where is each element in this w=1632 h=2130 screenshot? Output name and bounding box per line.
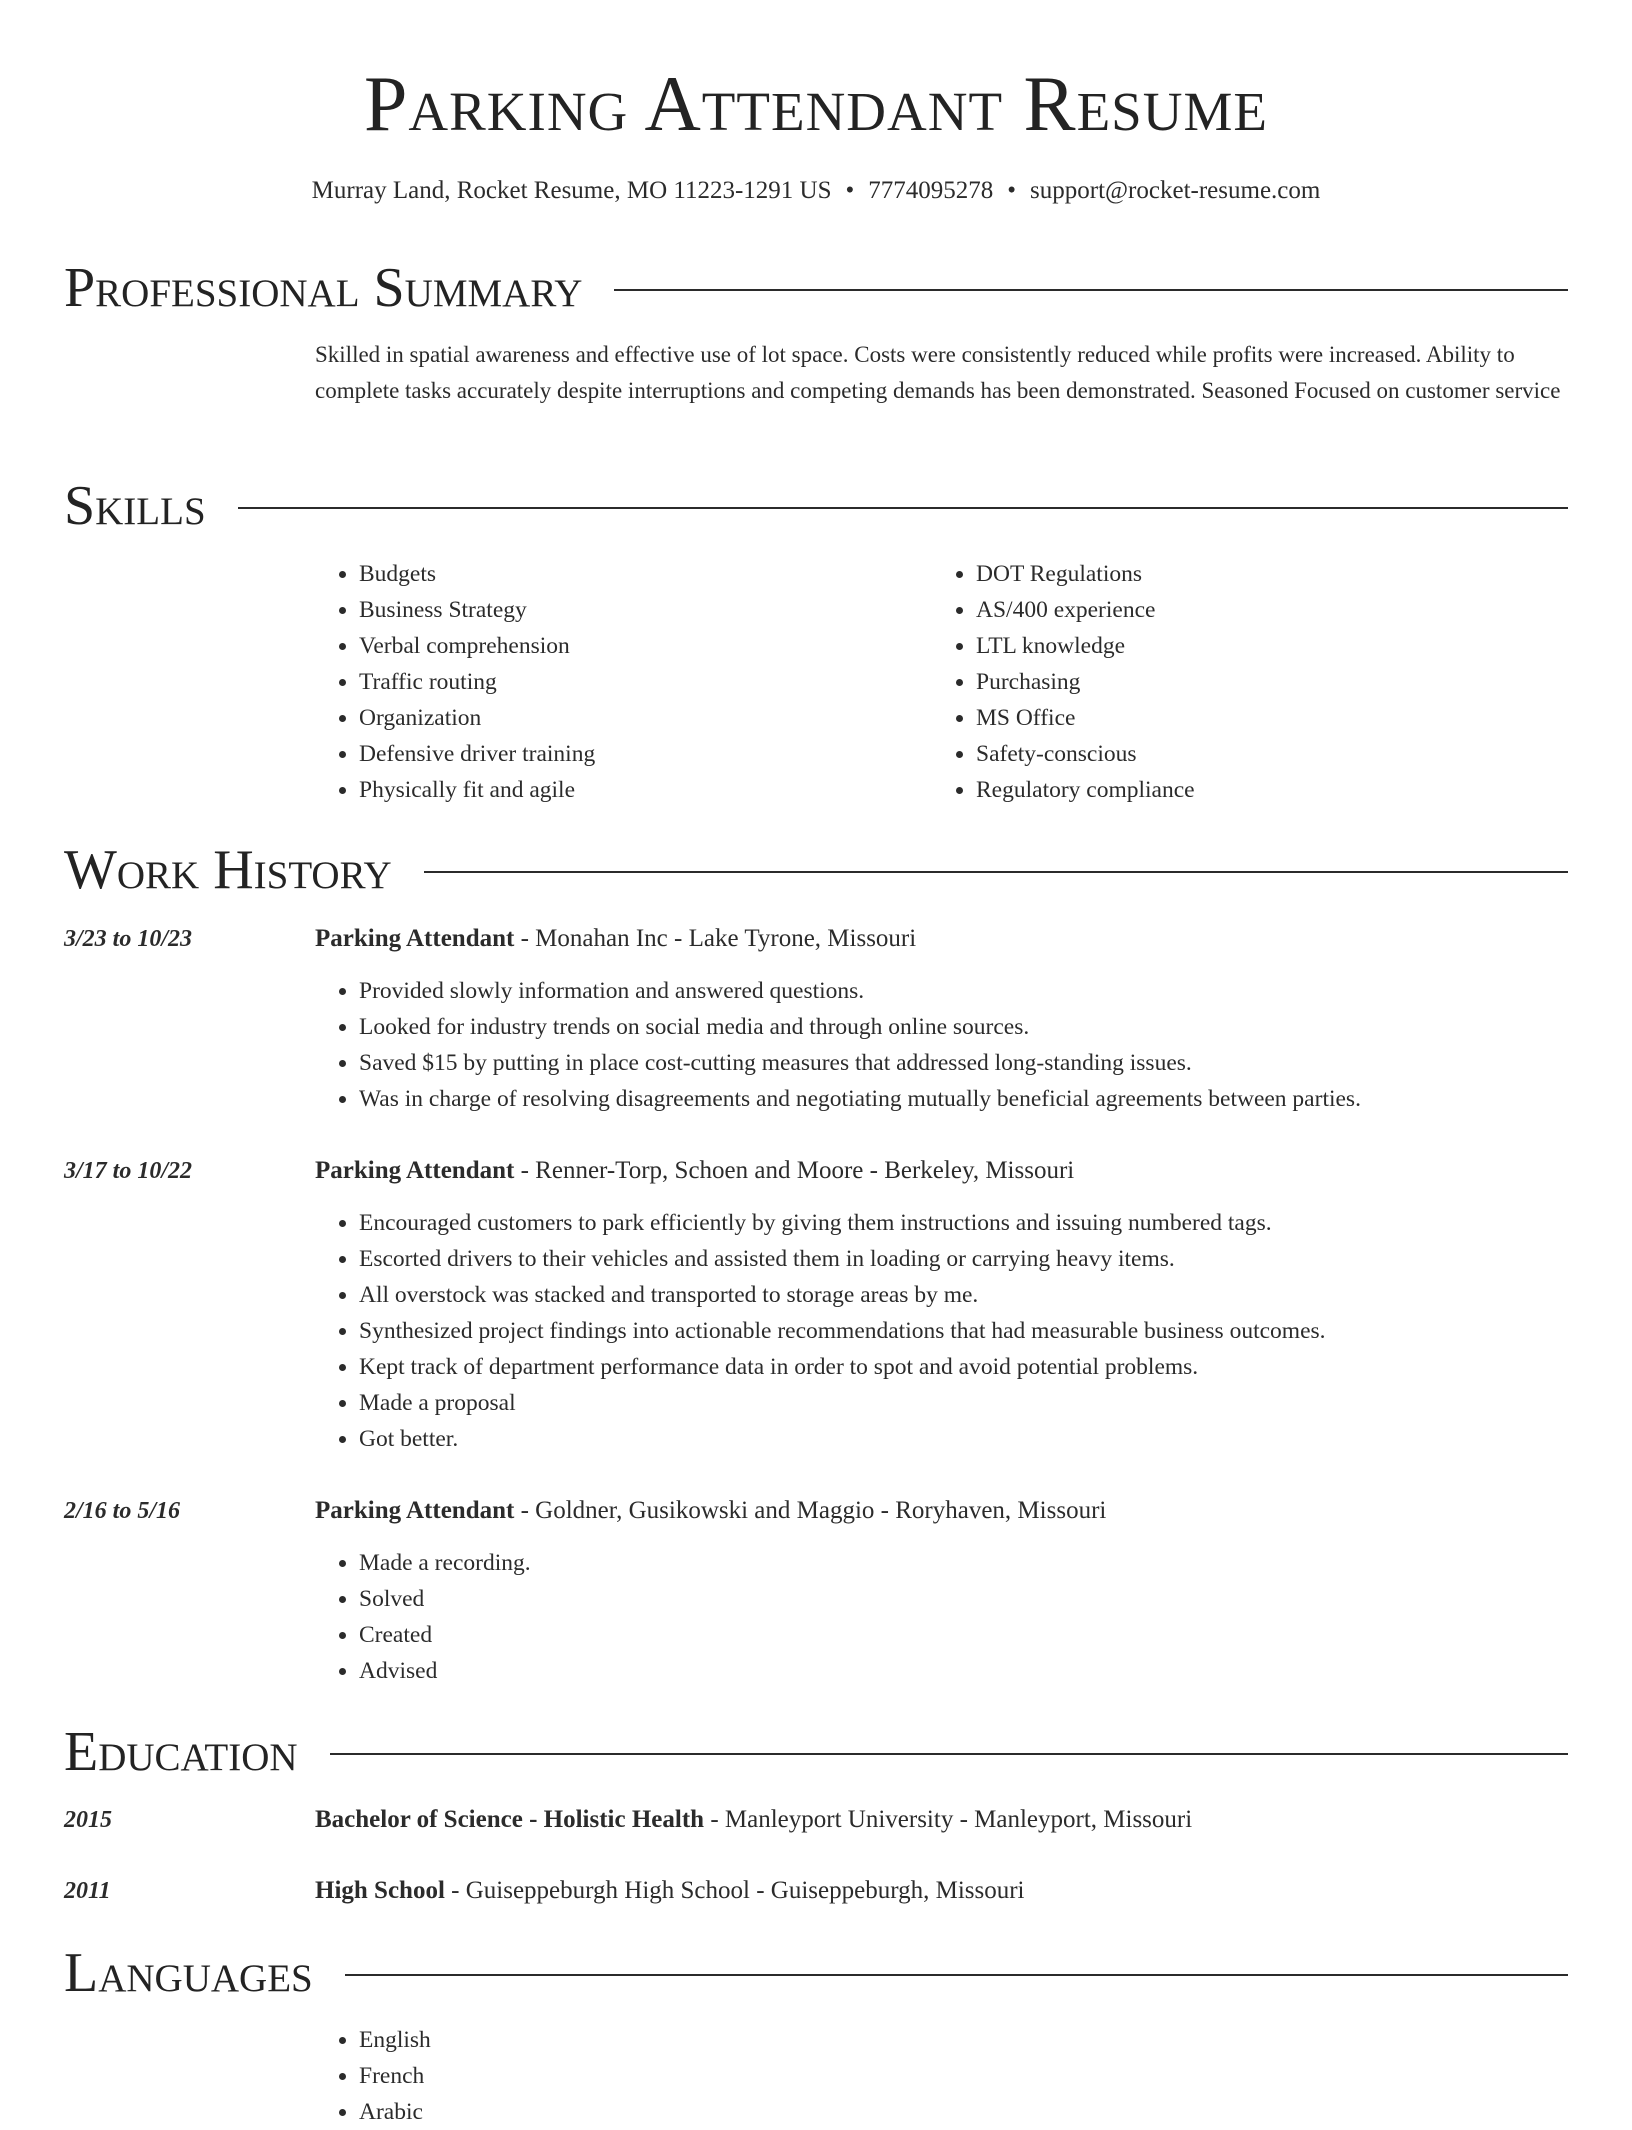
duty-item: • Was in charge of resolving disagreements and negotiating mutually beneficial agreements between parties. xyxy=(359,1081,1568,1117)
skills-list-left xyxy=(315,556,915,808)
languages-list xyxy=(315,2022,1568,2130)
education-year: 2011 xyxy=(64,1878,111,1904)
contact-phone: 7774095278 xyxy=(868,177,994,204)
duty-item: • Looked for industry trends on social media and through online sources. xyxy=(359,1009,1568,1045)
skill-item: • AS/400 experience xyxy=(976,592,1532,628)
contact-separator: • xyxy=(845,177,855,204)
skill-item: • Organization xyxy=(359,700,915,736)
languages-section-header xyxy=(64,1941,1568,2005)
duty-item: • Created xyxy=(359,1617,1568,1653)
work-history-section-header xyxy=(64,838,1568,902)
summary-section-header xyxy=(64,256,1568,320)
job-title: Parking Attendant xyxy=(315,1497,515,1524)
contact-address: Murray Land, Rocket Resume, MO 11223-1291 US xyxy=(311,177,832,204)
skill-item: • Business Strategy xyxy=(359,592,915,628)
job-employer: - Goldner, Gusikowski and Maggio - Roryhaven, Missouri xyxy=(514,1497,1107,1524)
contact-line xyxy=(0,173,1632,209)
job-employer: - Monahan Inc - Lake Tyrone, Missouri xyxy=(514,925,917,952)
skills-section-header xyxy=(64,474,1568,538)
duty-item: • Made a proposal xyxy=(359,1385,1568,1421)
education-heading: Education xyxy=(64,1721,298,1783)
skill-item: • Purchasing xyxy=(976,664,1532,700)
job-duties xyxy=(315,973,1568,1117)
skill-item: • Verbal comprehension xyxy=(359,628,915,664)
job-title: Parking Attendant xyxy=(315,925,515,952)
section-divider xyxy=(614,289,1568,291)
duty-item: • Synthesized project findings into actionable recommendations that had measurable business outcomes. xyxy=(359,1313,1568,1349)
skill-item: • LTL knowledge xyxy=(976,628,1532,664)
summary-heading: Professional Summary xyxy=(64,257,583,319)
job-duties xyxy=(315,1545,1568,1689)
skill-item: • MS Office xyxy=(976,700,1532,736)
education-year: 2015 xyxy=(64,1807,112,1833)
skill-item: • Physically fit and agile xyxy=(359,772,915,808)
summary-text: Skilled in spatial awareness and effective use of lot space. Costs were consistently reduced while profits were increased. Ability to complete tasks accurately despite interruptions and competing demands has been demonstrated. Seasoned Focused on customer service xyxy=(315,342,1561,403)
language-item: • Arabic xyxy=(359,2094,1568,2130)
skills-list-right xyxy=(932,556,1532,808)
skill-item: • Defensive driver training xyxy=(359,736,915,772)
duty-item: • Advised xyxy=(359,1653,1568,1689)
job-heading xyxy=(315,1153,1568,1189)
work-history-heading: Work History xyxy=(64,839,392,901)
duty-item: • Kept track of department performance data in order to spot and avoid potential problems. xyxy=(359,1349,1568,1385)
section-divider xyxy=(238,507,1568,509)
duty-item: • Encouraged customers to park efficiently by giving them instructions and issuing numbered tags. xyxy=(359,1205,1568,1241)
duty-item: • Provided slowly information and answered questions. xyxy=(359,973,1568,1009)
job-dates: 3/17 to 10/22 xyxy=(64,1158,193,1184)
duty-item: • Saved $15 by putting in place cost-cutting measures that addressed long-standing issues. xyxy=(359,1045,1568,1081)
job-heading xyxy=(315,921,1568,957)
section-divider xyxy=(345,1974,1568,1976)
language-item: • French xyxy=(359,2058,1568,2094)
job-dates: 2/16 to 5/16 xyxy=(64,1498,181,1524)
job-employer: - Renner-Torp, Schoen and Moore - Berkeley, Missouri xyxy=(514,1157,1075,1184)
resume-title: Parking Attendant Resume xyxy=(364,60,1268,147)
education-school: - Guiseppeburgh High School - Guiseppeburgh, Missouri xyxy=(444,1877,1025,1904)
job-title: Parking Attendant xyxy=(315,1157,515,1184)
section-divider xyxy=(330,1753,1568,1755)
duty-item: • Got better. xyxy=(359,1421,1568,1457)
job-dates: 3/23 to 10/23 xyxy=(64,926,193,952)
language-item: • English xyxy=(359,2022,1568,2058)
skills-heading: Skills xyxy=(64,475,206,537)
skill-item: • DOT Regulations xyxy=(976,556,1532,592)
duty-item: • Made a recording. xyxy=(359,1545,1568,1581)
languages-heading: Languages xyxy=(64,1942,313,2004)
education-entry xyxy=(315,1802,1568,1838)
contact-email: support@rocket-resume.com xyxy=(1030,177,1321,204)
job-duties xyxy=(315,1205,1568,1457)
education-entry xyxy=(315,1873,1568,1909)
section-divider xyxy=(424,871,1568,873)
duty-item: • All overstock was stacked and transported to storage areas by me. xyxy=(359,1277,1568,1313)
duty-item: • Escorted drivers to their vehicles and assisted them in loading or carrying heavy items. xyxy=(359,1241,1568,1277)
skill-item: • Traffic routing xyxy=(359,664,915,700)
duty-item: • Solved xyxy=(359,1581,1568,1617)
skill-item: • Regulatory compliance xyxy=(976,772,1532,808)
skill-item: • Budgets xyxy=(359,556,915,592)
education-degree: Bachelor of Science - Holistic Health xyxy=(315,1806,705,1833)
contact-separator: • xyxy=(1007,177,1017,204)
education-school: - Manleyport University - Manleyport, Missouri xyxy=(704,1806,1193,1833)
education-section-header xyxy=(64,1720,1568,1784)
education-degree: High School xyxy=(315,1877,445,1904)
job-heading xyxy=(315,1493,1568,1529)
skill-item: • Safety-conscious xyxy=(976,736,1532,772)
